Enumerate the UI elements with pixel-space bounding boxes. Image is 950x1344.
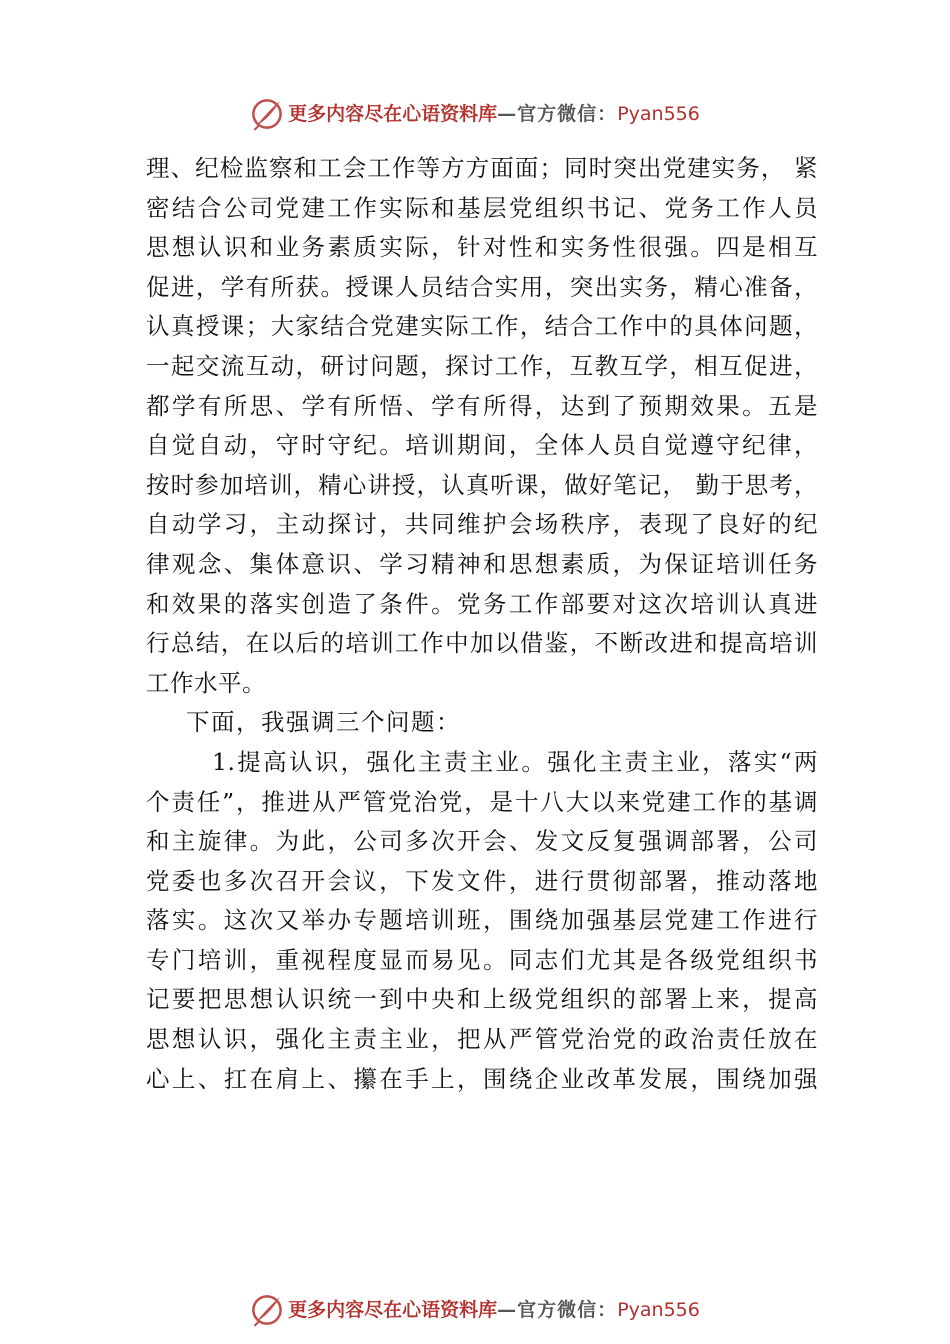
quill-logo-icon: [250, 1293, 284, 1327]
text-line: 思想认识和业务素质实际，针对性和实务性很强。四是相互: [146, 233, 818, 262]
text-line: 个责任”，推进从严管党治党，是十八大以来党建工作的基调: [146, 787, 818, 816]
text-line: 党委也多次召开会议，下发文件，进行贯彻部署，推动落地: [146, 866, 818, 895]
paragraph-1: [146, 149, 818, 703]
text-line: 思想认识，强化主责主业，把从严管党治党的政治责任放在: [146, 1025, 818, 1054]
text-line: 专门培训，重视程度显而易见。同志们尤其是各级党组织书: [146, 945, 818, 974]
footer-banner: [0, 1290, 950, 1330]
banner-title: 更多内容尽在心语资料库: [288, 102, 498, 125]
text-line: 下面，我强调三个问题：: [186, 708, 461, 737]
text-line: 落实。这次又举办专题培训班，围绕加强基层党建工作进行: [146, 906, 818, 935]
banner-title: 更多内容尽在心语资料库: [288, 1298, 498, 1321]
text-line: 认真授课；大家结合党建实际工作，结合工作中的具体问题，: [146, 312, 818, 341]
paragraph-3: [146, 743, 818, 1099]
paragraph-2: [146, 703, 818, 743]
text-line: 一起交流互动，研讨问题，探讨工作，互教互学，相互促进，: [146, 351, 818, 380]
text-line: 自觉自动，守时守纪。培训期间，全体人员自觉遵守纪律，: [146, 431, 818, 460]
text-line: 1.提高认识，强化主责主业。强化主责主业，落实“两: [212, 747, 818, 776]
text-line: 密结合公司党建工作实际和基层党组织书记、党务工作人员: [146, 193, 818, 222]
banner-wechat-id: Pyan556: [617, 102, 700, 125]
banner-wechat-label: —官方微信：: [497, 102, 618, 125]
document-body: [146, 149, 818, 1099]
header-banner: [0, 94, 950, 134]
text-line: 行总结，在以后的培训工作中加以借鉴，不断改进和提高培训: [146, 629, 818, 658]
text-line: 理、纪检监察和工会工作等方方面面；同时突出党建实务， 紧: [146, 154, 818, 182]
text-line: 律观念、集体意识、学习精神和思想素质，为保证培训任务: [146, 549, 818, 578]
banner-text: [288, 1298, 700, 1321]
banner-text: [288, 102, 700, 125]
banner-wechat-label: —官方微信：: [497, 1298, 618, 1321]
text-line: 心上、扛在肩上、攥在手上，围绕企业改革发展，围绕加强: [146, 1064, 818, 1093]
text-line: 工作水平。: [146, 668, 266, 697]
text-line: 促进，学有所获。授课人员结合实用，突出实务，精心准备，: [146, 272, 818, 301]
text-line: 自动学习，主动探讨，共同维护会场秩序，表现了良好的纪: [146, 510, 818, 539]
text-line: 和主旋律。为此，公司多次开会、发文反复强调部署，公司: [146, 827, 818, 856]
text-line: 都学有所思、学有所悟、学有所得，达到了预期效果。五是: [146, 391, 818, 420]
banner-wechat-id: Pyan556: [617, 1298, 700, 1321]
text-line: 和效果的落实创造了条件。党务工作部要对这次培训认真进: [146, 589, 818, 618]
text-line: 按时参加培训，精心讲授，认真听课，做好笔记， 勤于思考，: [146, 470, 818, 499]
quill-logo-icon: [250, 97, 284, 131]
text-line: 记要把思想认识统一到中央和上级党组织的部署上来，提高: [146, 985, 818, 1014]
